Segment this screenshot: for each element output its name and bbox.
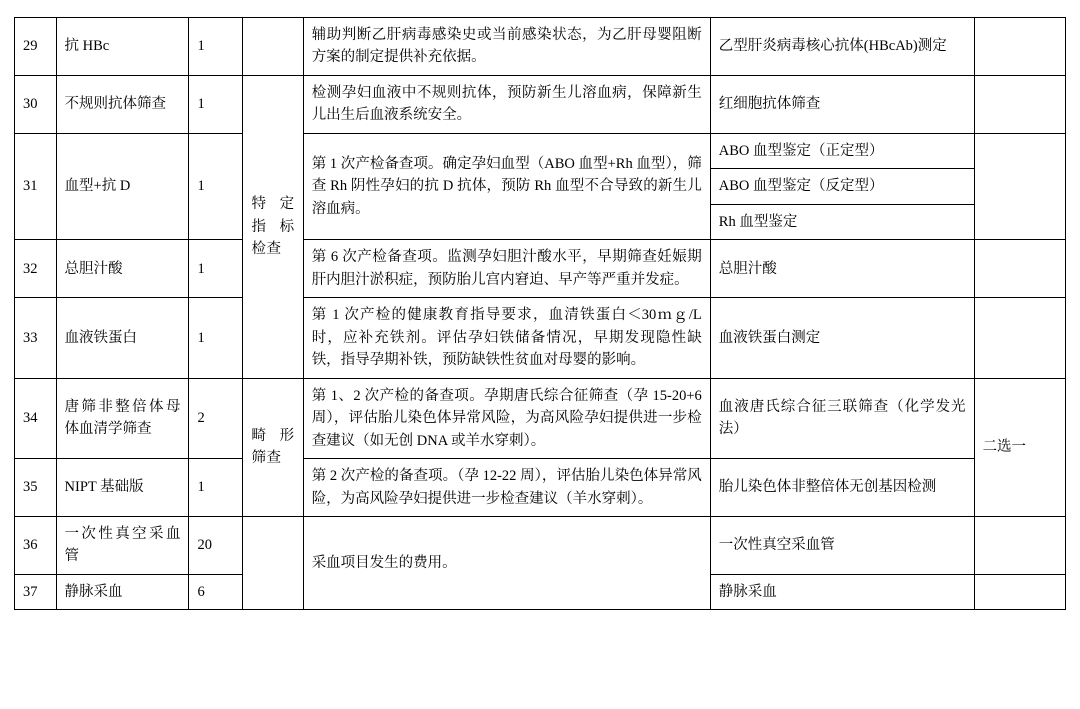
row-exam-item: 一次性真空采血管 (710, 516, 974, 574)
row-description: 辅助判断乙肝病毒感染史或当前感染状态，为乙肝母婴阻断方案的制定提供补充依据。 (303, 18, 710, 76)
row-exam-item: ABO 血型鉴定（正定型） (710, 133, 974, 168)
group-label-malformation: 畸形筛查 (243, 378, 303, 516)
row-item-name: 总胆汁酸 (56, 240, 189, 298)
table-row (15, 133, 1066, 168)
table-row (15, 75, 1066, 133)
row-number: 30 (15, 75, 57, 133)
row-exam-item: 红细胞抗体筛查 (710, 75, 974, 133)
row-item-name: NIPT 基础版 (56, 459, 189, 517)
row-exam-item: ABO 血型鉴定（反定型） (710, 169, 974, 204)
row-group-empty (243, 18, 303, 76)
row-quantity: 1 (189, 18, 243, 76)
exam-items-table (14, 17, 1066, 610)
row-description: 第 6 次产检备查项。监测孕妇胆汁酸水平，早期筛查妊娠期肝内胆汁淤积症，预防胎儿宫内窘迫、早产等严重并发症。 (303, 240, 710, 298)
row-number: 32 (15, 240, 57, 298)
row-item-name: 不规则抗体筛查 (56, 75, 189, 133)
table-row (15, 298, 1066, 378)
row-quantity: 20 (189, 516, 243, 574)
row-description: 检测孕妇血液中不规则抗体，预防新生儿溶血病，保障新生儿出生后血液系统安全。 (303, 75, 710, 133)
row-description: 第 1 次产检的健康教育指导要求，血清铁蛋白＜30ｍｇ/L 时，应补充铁剂。评估孕妇铁储备情况，早期发现隐性缺铁，指导孕期补铁，预防缺铁性贫血对母婴的影响。 (303, 298, 710, 378)
row-quantity: 2 (189, 378, 243, 458)
row-note-empty (974, 75, 1065, 133)
row-note-empty (974, 18, 1065, 76)
row-item-name: 静脉采血 (56, 574, 189, 609)
table-row (15, 459, 1066, 517)
row-item-name: 唐筛非整倍体母体血清学筛查 (56, 378, 189, 458)
row-quantity: 1 (189, 298, 243, 378)
row-quantity: 6 (189, 574, 243, 609)
row-quantity: 1 (189, 133, 243, 239)
row-exam-item: 总胆汁酸 (710, 240, 974, 298)
row-note-empty (974, 133, 1065, 239)
row-description: 第 2 次产检的备查项。（孕 12-22 周），评估胎儿染色体异常风险，为高风险孕妇提供进一步检查建议（羊水穿刺）。 (303, 459, 710, 517)
row-number: 31 (15, 133, 57, 239)
row-number: 37 (15, 574, 57, 609)
row-number: 33 (15, 298, 57, 378)
row-description: 第 1、2 次产检的备查项。孕期唐氏综合征筛查（孕 15-20+6 周），评估胎儿染色体异常风险，为高风险孕妇提供进一步检查建议（如无创 DNA 或羊水穿刺）。 (303, 378, 710, 458)
table-row (15, 18, 1066, 76)
row-number: 34 (15, 378, 57, 458)
row-item-name: 抗 HBc (56, 18, 189, 76)
row-exam-item: 血液唐氏综合征三联筛查（化学发光法） (710, 378, 974, 458)
row-item-name: 血液铁蛋白 (56, 298, 189, 378)
row-note-choose-one: 二选一 (974, 378, 1065, 516)
row-quantity: 1 (189, 240, 243, 298)
row-number: 36 (15, 516, 57, 574)
row-item-name: 一次性真空采血管 (56, 516, 189, 574)
row-group-empty (243, 516, 303, 609)
row-note-empty (974, 298, 1065, 378)
row-item-name: 血型+抗 D (56, 133, 189, 239)
row-exam-item: 静脉采血 (710, 574, 974, 609)
row-exam-item: 乙型肝炎病毒核心抗体(HBcAb)测定 (710, 18, 974, 76)
row-quantity: 1 (189, 459, 243, 517)
row-quantity: 1 (189, 75, 243, 133)
row-exam-item: 胎儿染色体非整倍体无创基因检测 (710, 459, 974, 517)
row-number: 29 (15, 18, 57, 76)
table-row (15, 240, 1066, 298)
table-row (15, 378, 1066, 458)
row-note-empty (974, 574, 1065, 609)
row-description: 采血项目发生的费用。 (303, 516, 710, 609)
row-exam-item: Rh 血型鉴定 (710, 204, 974, 239)
row-description: 第 1 次产检备查项。确定孕妇血型（ABO 血型+Rh 血型），筛查 Rh 阴性孕妇的抗 D 抗体，预防 Rh 血型不合导致的新生儿溶血病。 (303, 133, 710, 239)
row-note-empty (974, 516, 1065, 574)
table-row (15, 516, 1066, 574)
group-label-specific: 特定指标检查 (243, 75, 303, 378)
row-number: 35 (15, 459, 57, 517)
row-exam-item: 血液铁蛋白测定 (710, 298, 974, 378)
row-note-empty (974, 240, 1065, 298)
